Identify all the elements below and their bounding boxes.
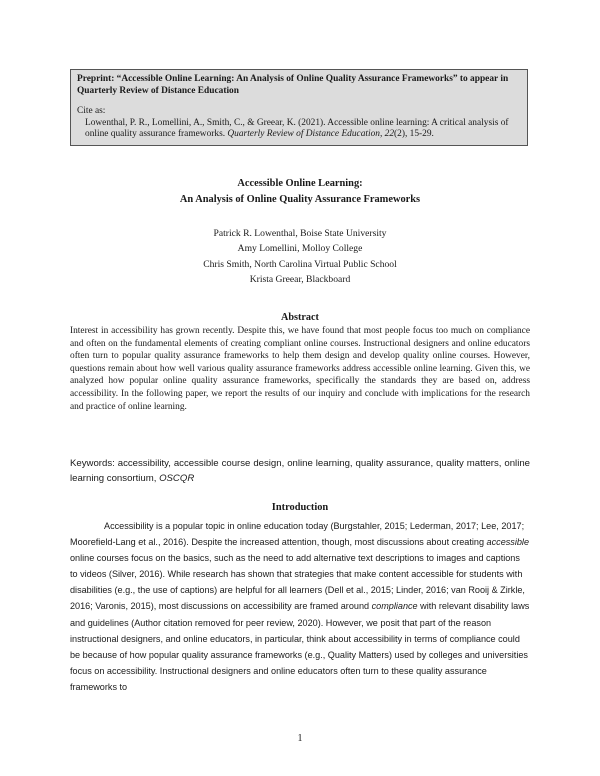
citation-main: Lowenthal, P. R., Lomellini, A., Smith, C., & Greear, K. (2021). Accessible online learning: A critical analysis of online quality assurance frameworks. <box>85 117 509 140</box>
preprint-citation-box <box>70 69 528 146</box>
intro-part-3: with relevant disability laws and guidelines (Author citation removed for peer review, 2020). However, we posit that part of the reason instructional designers, and online educators, in particular, think about accessibility in terms of compliance could be because of how popular quality assurance frameworks (e.g., Quality Matters) used by colleges and universities focus on accessibility. Instructional designers and online educators often turn to these quality assurance frameworks to <box>70 601 530 692</box>
introduction-heading: Introduction <box>271 502 329 513</box>
title-line-2: An Analysis of Online Quality Assurance Frameworks <box>179 194 421 205</box>
abstract-heading: Abstract <box>281 312 319 323</box>
intro-emphasis-accessible: accessible <box>486 537 530 548</box>
intro-part-2: online courses focus on the basics, such as the need to add alternative text descriptions to images and captions to videos (Silver, 2016). While research has shown that strategies that make content accessible for students with disabilities (e.g., the use of captions) are helpful for all learners (Dell et al., 2015; Linder, 2016; van Rooij & Zirkle, 2016; Varonis, 2015), most discussions on accessibility are framed around <box>70 553 525 612</box>
abstract-body: Interest in accessibility has grown recently. Despite this, we have found that most people focus too much on compliance and often on the fundamental elements of creating compliant online courses. Instructional designers and online educators often turn to popular quality assurance frameworks to help them design and develop quality online courses. However, questions remain about how well various quality assurance frameworks address accessible online learning. Given this, we analyzed how popular online quality assurance frameworks, specifically the standards they are based on, address accessibility. In the following paper, we report the results of our inquiry and conclude with implications for the research and practice of online learning. <box>70 326 530 412</box>
cite-as-label: Cite as: <box>77 106 106 117</box>
author-line: Krista Greear, Blackboard <box>249 274 351 286</box>
citation-text <box>77 118 521 141</box>
preprint-notice: Preprint: “Accessible Online Learning: An Analysis of Online Quality Assurance Frameworks” to appear in Quarterly Review of Distance Education <box>77 74 509 96</box>
paper-title <box>0 176 600 208</box>
author-list <box>0 226 600 288</box>
keywords <box>70 456 530 487</box>
page-number: 1 <box>297 733 303 744</box>
citation-journal: Quarterly Review of Distance Education, 22 <box>227 129 395 140</box>
keyword-oscqr: OSCQR <box>159 473 195 485</box>
introduction-body <box>70 518 530 695</box>
citation-issue: (2), 15-29. <box>394 129 434 140</box>
intro-emphasis-compliance: compliance <box>371 601 418 612</box>
title-line-1: Accessible Online Learning: <box>237 178 363 189</box>
author-line: Chris Smith, North Carolina Virtual Public School <box>203 258 397 270</box>
author-line: Patrick R. Lowenthal, Boise State University <box>213 228 387 239</box>
author-line: Amy Lomellini, Molloy College <box>237 243 363 255</box>
keywords-text: Keywords: accessibility, accessible course design, online learning, quality assurance, quality matters, online learning consortium, <box>70 458 530 485</box>
intro-part-1: Accessibility is a popular topic in online education today (Burgstahler, 2015; Lederman, 2017; Lee, 2017; Moorefield-Lang et al., 2016). Despite the increased attention, though, most discussions about creating <box>70 521 525 548</box>
